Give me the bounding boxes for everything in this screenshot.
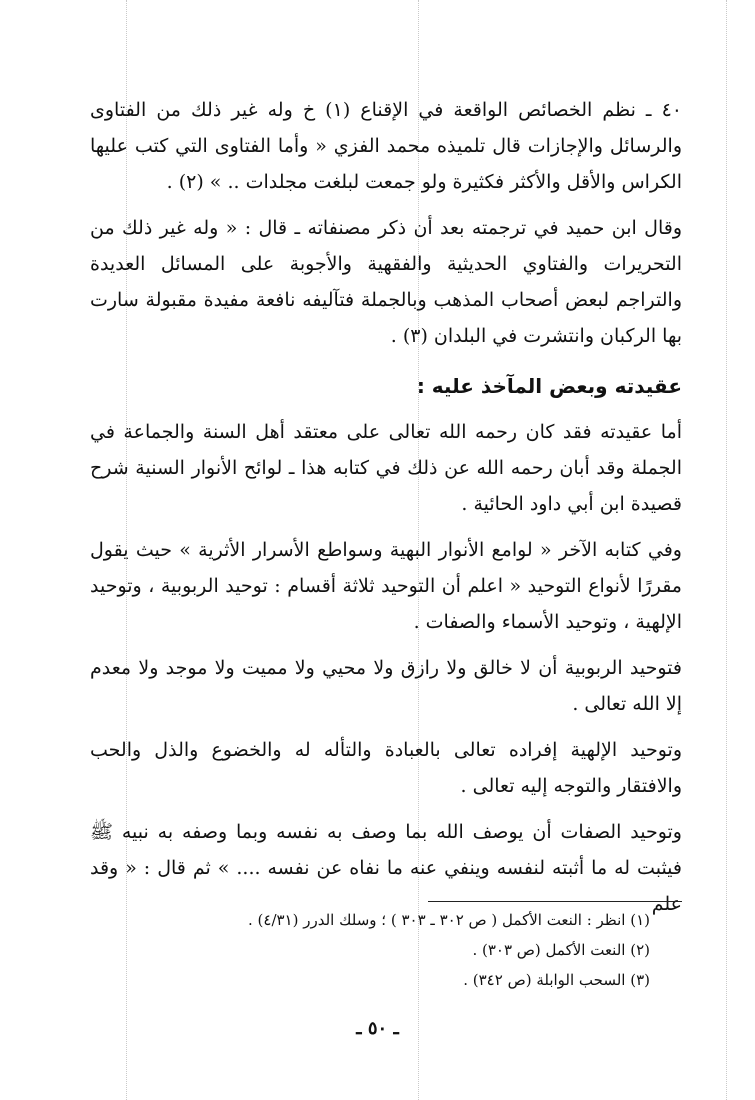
paragraph: أما عقيدته فقد كان رحمه الله تعالى على معتقد أهل السنة والجماعة في الجملة وقد أبان رحمه الله عن ذلك في كتابه هذا ـ لوائح الأنوار السنية شرح قصيدة ابن أبي داود الحائية . <box>90 421 682 515</box>
main-text <box>90 92 682 932</box>
paragraph: فتوحيد الربوبية أن لا خالق ولا رازق ولا محيي ولا مميت ولا موجد ولا معدم إلا الله تعالى . <box>90 657 682 715</box>
paragraph: وقال ابن حميد في ترجمته بعد أن ذكر مصنفاته ـ قال : « وله غير ذلك من التحريرات والفتاوي الحديثية والفقهية والأجوبة على المسائل العديدة والتراجم لبعض أصحاب المذهب وبالجملة فتآليفه نافعة مفيدة مقبولة سارت بها الركبان وانتشرت في البلدان (٣) . <box>90 217 682 347</box>
paragraph: وفي كتابه الآخر « لوامع الأنوار البهية وسواطع الأسرار الأثرية » حيث يقول مقررًا لأنواع التوحيد « اعلم أن التوحيد ثلاثة أقسام : توحيد الربوبية ، وتوحيد الإلهية ، وتوحيد الأسماء والصفات . <box>90 539 682 633</box>
footnote-divider <box>428 901 682 902</box>
paragraph: ٤٠ ـ نظم الخصائص الواقعة في الإقناع (١) خ وله غير ذلك من الفتاوى والرسائل والإجازات قال تلميذه محمد الفزي « وأما الفتاوى التي كتب عليها الكراس والأقل والأكثر فكثيرة ولو جمعت لبلغت مجلدات .. » (٢) . <box>90 99 682 193</box>
footnote: (١) انظر : النعت الأكمل ( ص ٣٠٢ ـ ٣٠٣ ) ؛ وسلك الدرر (٤/٣١) . <box>248 911 650 929</box>
paragraph: وتوحيد الصفات أن يوصف الله بما وصف به نفسه وبما وصفه به نبيه ﷺ فيثبت له ما أثبته لنفسه وينفي عنه ما نفاه عن نفسه .... » ثم قال : « وقد علم <box>90 821 682 915</box>
section-heading: عقيدته وبعض المآخذ عليه : <box>416 374 682 398</box>
footnote: (٣) السحب الوابلة (ص ٣٤٢) . <box>463 971 650 989</box>
paragraph: وتوحيد الإلهية إفراده تعالى بالعبادة والتأله له والخضوع والذل والحب والافتقار والتوجه إليه تعالى . <box>90 739 682 797</box>
footnotes <box>90 905 650 995</box>
page-number: ـ ٥٠ ـ <box>356 1018 399 1039</box>
scan-guide-line <box>726 0 727 1100</box>
footnote: (٢) النعت الأكمل (ص ٣٠٣) . <box>472 941 650 959</box>
